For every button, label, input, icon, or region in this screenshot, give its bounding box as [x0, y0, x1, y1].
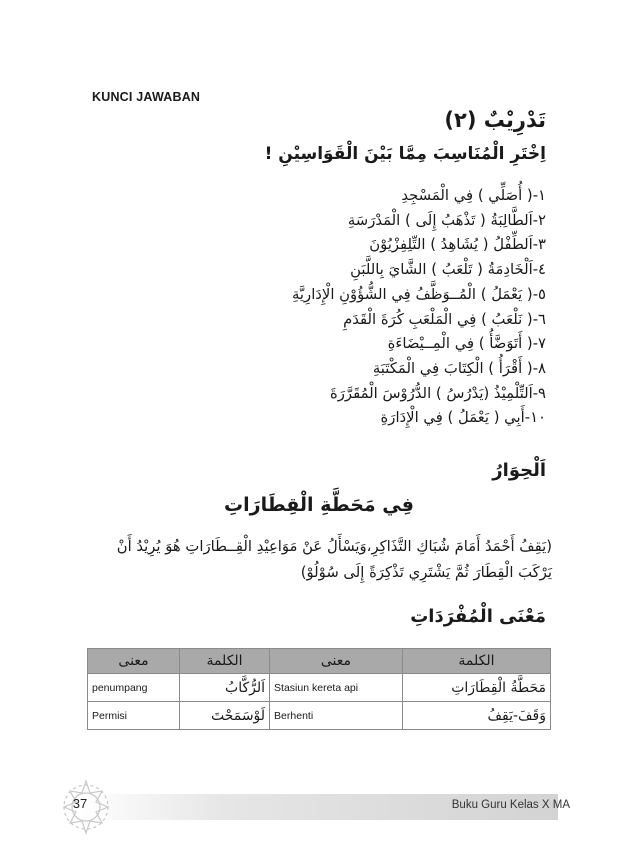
answer-item-7: ٧-( أَتَوَضَّأُ ) فِي الْمِــيْضَاءَةِ — [387, 335, 546, 353]
answer-item-1: ١-( أُصَلِّي ) فِي الْمَسْجِدِ — [401, 187, 546, 204]
hiwar-description: (يَقِفُ أَحْمَدُ أَمَامَ شُبَاكِ التَّذَاكِرِ،وَيَسْأَلُ عَنْ مَوَاعِيْدِ الْقِــطَارَاتِ هُوَ يُرِيْدُ أَنْ يَرْكَبَ الْقِطَارَ ثُمَّ يَشْتَرِي تَذْكِرَةً إِلَى سُوْلُوْ) — [116, 538, 552, 581]
meaning-cell: Stasiun kereta api — [270, 674, 403, 702]
vocabulary-table-header — [88, 649, 551, 674]
answer-item-10: ١٠-أَبِي ( يَعْمَلُ ) فِي الْإِدَارَةِ — [380, 409, 546, 427]
page-number: 37 — [72, 796, 88, 811]
answer-list — [126, 184, 546, 431]
meaning-cell: penumpang — [88, 674, 180, 702]
answer-item-8: ٨-( أَقْرَأُ ) الْكِتَابَ فِي الْمَكْتَبَةِ — [372, 359, 546, 377]
page-header-label: KUNCI JAWABAN — [92, 90, 201, 104]
answer-item-2: ٢-اَلطَّالِبَةُ ( تَذْهَبُ إِلَى ) الْمَدْرَسَةِ — [347, 211, 546, 229]
table-row — [88, 702, 551, 730]
answer-item-5: ٥-( يَعْمَلُ ) الْمُــوَظَّفُ فِي الشُّؤُوْنِ الْإِدَارِيَّةِ — [292, 285, 546, 303]
answer-item-6: ٦-( نَلْعَبُ ) فِي الْمَلْعَبِ كُرَةَ الْقَدَمِ — [343, 310, 546, 328]
word-cell: مَحَطَّةُ الْقِطَارَاتِ — [402, 674, 550, 702]
column-header-word: الكلمة — [180, 649, 270, 674]
word-cell: وَقَفَ-يَقِفُ — [402, 702, 550, 730]
mufradat-heading: مَعْنَى الْمُفْرَدَاتِ — [410, 606, 546, 627]
word-cell: لَوْسَمَحْتَ — [180, 702, 270, 730]
answer-item-9: ٩-اَلتِّلْمِيْذُ (يَدْرُسُ ) الدُّرُوْسَ الْمُقَرَّرَةَ — [330, 384, 546, 402]
hiwar-heading: اَلْحِوَارُ — [492, 460, 546, 481]
table-row — [88, 674, 551, 702]
answer-item-3: ٣-اَلطِّفْلُ ( يُشَاهِدُ ) التِّلِفِزْيُوْنَ — [369, 236, 546, 254]
vocabulary-table — [87, 648, 551, 730]
meaning-cell: Permisi — [88, 702, 180, 730]
exercise-title: تَدْرِيْبٌ (٢) — [444, 108, 546, 132]
word-cell: اَلرُّكَّابُ — [180, 674, 270, 702]
column-header-meaning: معنى — [270, 649, 403, 674]
meaning-cell: Berhenti — [270, 702, 403, 730]
column-header-word: الكلمة — [402, 649, 550, 674]
exercise-instruction: اِخْتَرِ الْمُنَاسِبَ مِمَّا بَيْنَ الْقَوَاسِيْنِ ! — [264, 144, 546, 164]
answer-item-4: ٤-اَلْخَادِمَةُ ( تَلْعَبُ ) الشَّايَ بِاللَّبَنِ — [350, 261, 546, 279]
book-title: Buku Guru Kelas X MA — [451, 799, 570, 811]
hiwar-title: فِي مَحَطَّةِ الْقِطَارَاتِ — [224, 494, 414, 516]
column-header-meaning: معنى — [88, 649, 180, 674]
